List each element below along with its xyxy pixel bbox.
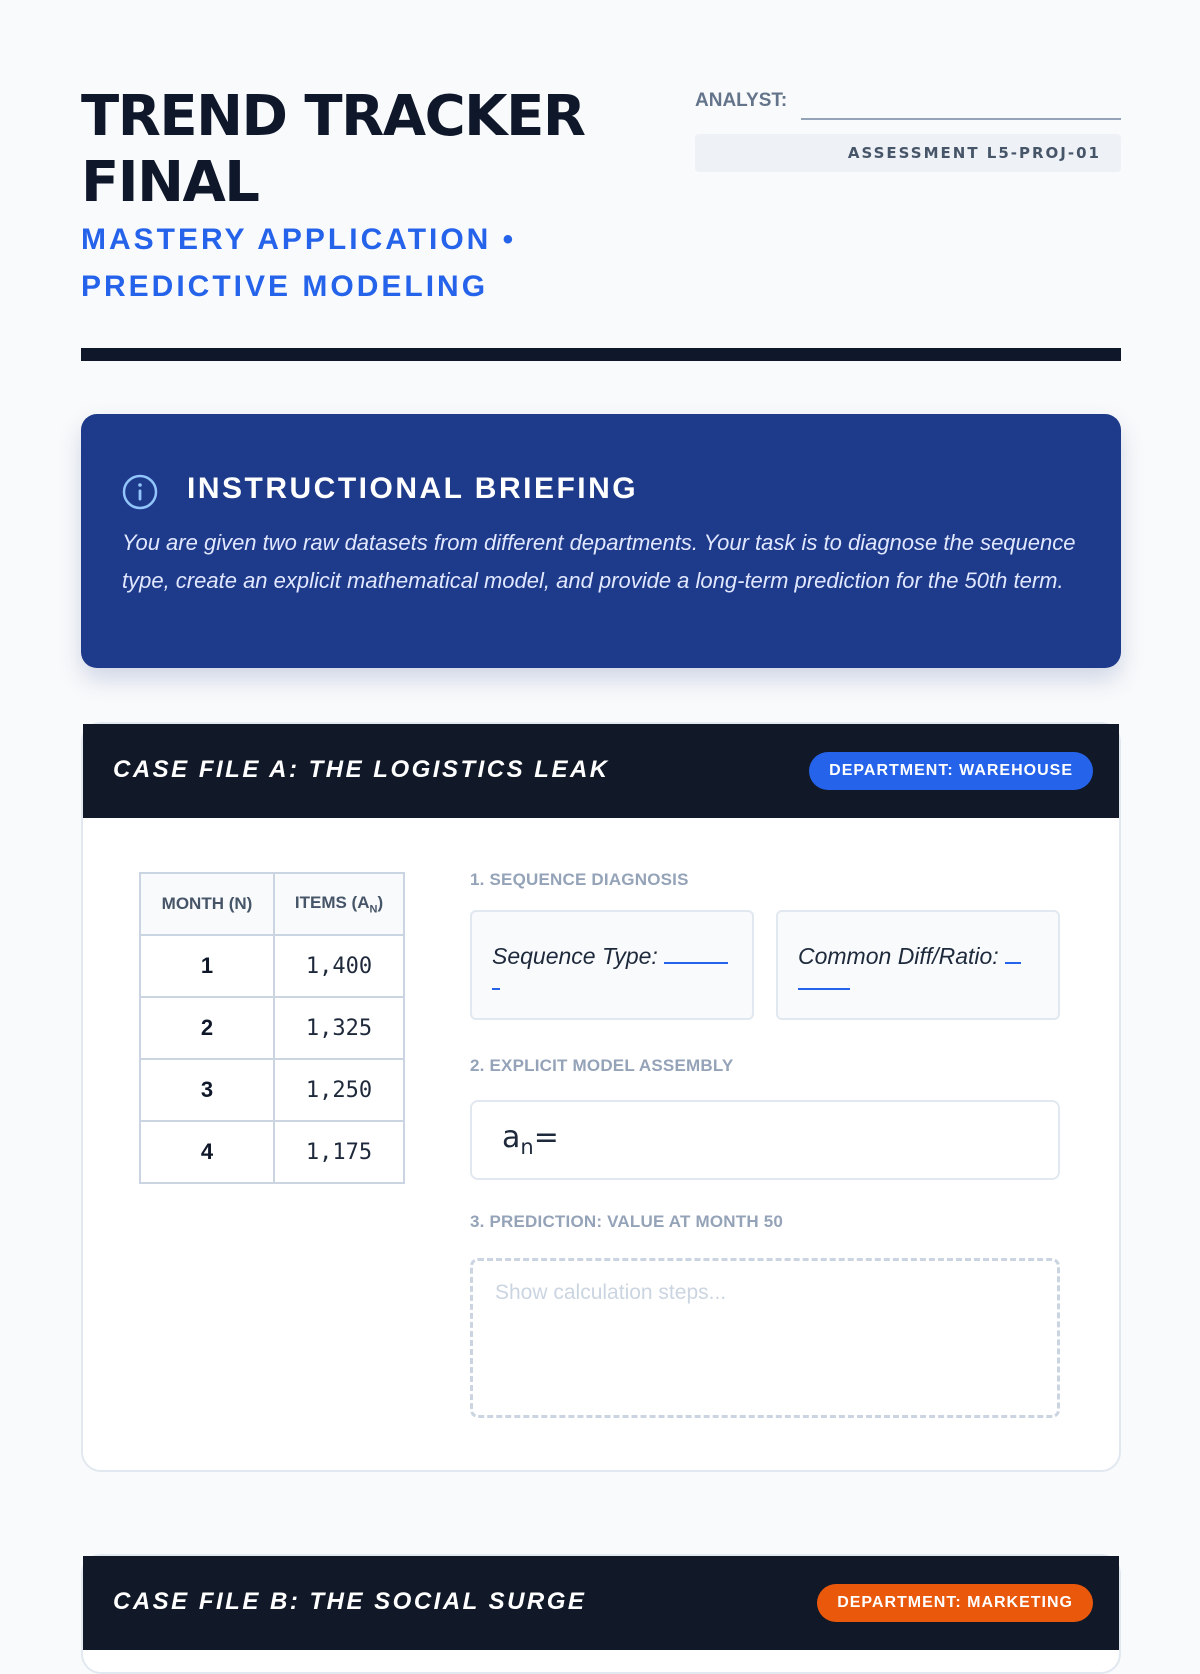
items-cell: 1,250 [274, 1059, 404, 1121]
explicit-model-input[interactable] [470, 1100, 1060, 1180]
analyst-field[interactable] [695, 86, 1121, 122]
assessment-code-badge: ASSESSMENT L5-PROJ-01 [695, 134, 1121, 172]
model-a: a [502, 1120, 521, 1155]
sequence-type-label: Sequence Type: [492, 943, 658, 969]
model-label: 2. EXPLICIT MODEL ASSEMBLY [470, 1056, 734, 1075]
model-equals: = [533, 1120, 559, 1155]
common-diff-field[interactable] [776, 910, 1060, 1020]
case-file-a [81, 722, 1121, 1472]
page-title: TREND TRACKER FINAL [81, 84, 585, 215]
worksheet-header [81, 0, 1121, 360]
month-cell: 2 [140, 997, 274, 1059]
worksheet-page [81, 0, 1121, 1615]
common-diff-input-continued[interactable] [798, 976, 850, 990]
column-header-month: MONTH (N) [140, 873, 274, 935]
column-header-items-subscript: N [369, 903, 378, 916]
table-row [140, 935, 404, 997]
case-a-header [83, 724, 1119, 818]
table-row [140, 1121, 404, 1183]
table-row [140, 1059, 404, 1121]
items-cell: 1,400 [274, 935, 404, 997]
case-b-department-badge: DEPARTMENT: MARKETING [817, 1584, 1093, 1622]
prediction-placeholder: Show calculation steps... [495, 1281, 727, 1304]
analyst-label: ANALYST: [695, 90, 788, 111]
briefing-title: INSTRUCTIONAL BRIEFING [187, 472, 639, 505]
model-subscript: n [520, 1135, 534, 1159]
table-header-row [140, 873, 404, 935]
column-header-items [274, 873, 404, 935]
items-cell: 1,325 [274, 997, 404, 1059]
prediction-label: 3. PREDICTION: VALUE AT MONTH 50 [470, 1212, 784, 1231]
month-cell: 1 [140, 935, 274, 997]
diagnosis-label: 1. SEQUENCE DIAGNOSIS [470, 870, 689, 889]
items-cell: 1,175 [274, 1121, 404, 1183]
header-divider [81, 348, 1121, 361]
common-diff-label: Common Diff/Ratio: [798, 943, 999, 969]
case-file-b [81, 1554, 1121, 1674]
sequence-type-input[interactable] [664, 940, 728, 964]
case-a-title: CASE FILE A: THE LOGISTICS LEAK [113, 756, 610, 783]
case-a-department-badge: DEPARTMENT: WAREHOUSE [809, 752, 1093, 790]
model-formula-prefix [502, 1120, 559, 1159]
case-a-data-table [139, 872, 405, 1184]
page-subtitle: MASTERY APPLICATION • PREDICTIVE MODELING [81, 223, 517, 303]
column-header-items-close: ) [377, 892, 384, 912]
column-header-items-text: ITEMS (A [294, 892, 370, 912]
sequence-type-field[interactable] [470, 910, 754, 1020]
sequence-type-input-continued[interactable] [492, 976, 500, 990]
info-icon [122, 474, 158, 510]
briefing-text: You are given two raw datasets from different departments. Your task is to diagnose the sequence type, create an explicit mathematical model, and provide a long-term prediction for the 50th term. [122, 530, 1076, 593]
table-row [140, 997, 404, 1059]
month-cell: 4 [140, 1121, 274, 1183]
common-diff-input[interactable] [1005, 940, 1021, 964]
case-b-header [83, 1556, 1119, 1650]
instructional-briefing [81, 414, 1121, 668]
prediction-work-area[interactable] [470, 1258, 1060, 1418]
case-b-title: CASE FILE B: THE SOCIAL SURGE [113, 1588, 587, 1615]
month-cell: 3 [140, 1059, 274, 1121]
analyst-name-input[interactable] [801, 118, 1121, 120]
